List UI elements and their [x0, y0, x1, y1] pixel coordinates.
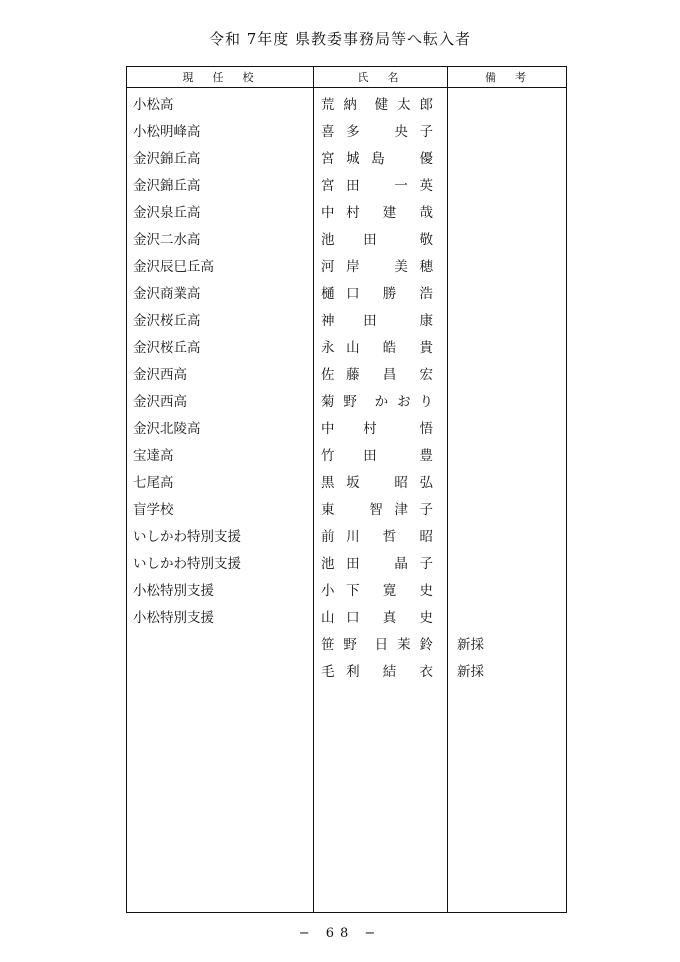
name-char: 史 — [419, 610, 433, 626]
name-char: 日 — [374, 637, 389, 653]
name-char: 浩 — [419, 286, 433, 302]
name-cell — [321, 417, 433, 437]
name-char: 智 — [369, 502, 383, 518]
name-cell — [321, 93, 433, 113]
name-cell — [321, 633, 433, 653]
school-cell: 金沢錦丘高 — [133, 151, 201, 167]
name-cell — [321, 228, 433, 248]
name-cell — [321, 525, 433, 545]
name-char: り — [419, 394, 433, 410]
name-char: 多 — [346, 124, 360, 140]
name-char: 寛 — [382, 583, 397, 599]
name-char: 田 — [363, 232, 377, 248]
school-cell: 金沢西高 — [133, 394, 187, 410]
table-row — [127, 575, 566, 602]
name-char: 毛 — [321, 664, 335, 680]
name-char: 弘 — [419, 475, 433, 491]
name-char: 子 — [419, 502, 433, 518]
name-char: 永 — [321, 340, 335, 356]
school-cell: 金沢桜丘高 — [133, 313, 201, 329]
school-cell: いしかわ特別支援 — [133, 556, 241, 572]
school-cell: 金沢北陵高 — [133, 421, 201, 437]
name-char: 山 — [321, 610, 335, 626]
name-char: 田 — [363, 448, 377, 464]
school-cell: 金沢商業高 — [133, 286, 201, 302]
name-char: 英 — [419, 178, 433, 194]
name-char: 中 — [321, 205, 335, 221]
remark-cell: 新採 — [457, 637, 484, 653]
name-char: 荒 — [321, 97, 335, 113]
name-char: 前 — [321, 529, 335, 545]
school-cell: 金沢泉丘高 — [133, 205, 201, 221]
name-char: 昭 — [419, 529, 433, 545]
name-cell — [321, 147, 433, 167]
header-remarks: 備 考 — [485, 71, 530, 84]
name-char: 神 — [321, 313, 335, 329]
name-char: 口 — [346, 610, 360, 626]
table-row — [127, 467, 566, 494]
name-char: 貴 — [419, 340, 433, 356]
name-cell — [321, 579, 433, 599]
name-char: 池 — [321, 232, 335, 248]
table-row — [127, 197, 566, 224]
name-char: 田 — [346, 178, 360, 194]
table-row — [127, 143, 566, 170]
name-char: 野 — [343, 394, 357, 410]
name-cell — [321, 498, 433, 518]
table-row — [127, 332, 566, 359]
name-char: 悟 — [419, 421, 433, 437]
header-name: 氏 名 — [357, 71, 403, 84]
name-char: 島 — [371, 151, 385, 167]
name-char: 昭 — [394, 475, 408, 491]
name-char: 宮 — [321, 151, 335, 167]
name-char: 皓 — [382, 340, 397, 356]
name-char: 坂 — [346, 475, 360, 491]
name-char: 子 — [419, 124, 433, 140]
name-char: 田 — [363, 313, 377, 329]
name-char: 一 — [394, 178, 408, 194]
school-cell: 小松特別支援 — [133, 610, 214, 626]
name-char: 昌 — [382, 367, 397, 383]
table-row — [127, 656, 566, 683]
name-char: 口 — [346, 286, 360, 302]
name-char: 樋 — [321, 286, 335, 302]
name-cell — [321, 363, 433, 383]
name-cell — [321, 309, 433, 329]
school-cell: 小松特別支援 — [133, 583, 214, 599]
table-row — [127, 602, 566, 629]
name-char: 宮 — [321, 178, 335, 194]
name-char: 健 — [374, 97, 389, 113]
name-char: 黒 — [321, 475, 335, 491]
table-row — [127, 440, 566, 467]
name-cell — [321, 174, 433, 194]
school-cell: 盲学校 — [133, 502, 174, 518]
name-char: 下 — [346, 583, 360, 599]
name-char: 宏 — [419, 367, 433, 383]
table-row — [127, 629, 566, 656]
name-char: 優 — [419, 151, 433, 167]
name-char: 哉 — [419, 205, 433, 221]
name-char: 鈴 — [419, 637, 433, 653]
name-char: 中 — [321, 421, 335, 437]
name-char: 川 — [346, 529, 360, 545]
name-char: 哲 — [382, 529, 397, 545]
name-char: 央 — [394, 124, 408, 140]
table-row — [127, 170, 566, 197]
name-char: 子 — [419, 556, 433, 572]
name-cell — [321, 471, 433, 491]
name-char: 藤 — [346, 367, 360, 383]
table-row — [127, 386, 566, 413]
table-row — [127, 548, 566, 575]
table-row — [127, 278, 566, 305]
name-cell — [321, 201, 433, 221]
name-char: 菊 — [321, 394, 335, 410]
school-cell: 金沢二水高 — [133, 232, 201, 248]
page-number: − 68 − — [298, 926, 382, 941]
school-cell: 金沢錦丘高 — [133, 178, 201, 194]
name-char: か — [374, 394, 389, 410]
name-char: 小 — [321, 583, 335, 599]
name-cell — [321, 120, 433, 140]
name-char: 村 — [363, 421, 377, 437]
name-char: 豊 — [419, 448, 433, 464]
name-cell — [321, 336, 433, 356]
table-row — [127, 521, 566, 548]
name-char: 池 — [321, 556, 335, 572]
name-char: 建 — [382, 205, 397, 221]
name-char: 結 — [382, 664, 397, 680]
name-char: 城 — [346, 151, 360, 167]
name-cell — [321, 444, 433, 464]
name-char: お — [397, 394, 411, 410]
name-cell — [321, 552, 433, 572]
name-char: 晶 — [394, 556, 408, 572]
name-char: 穂 — [419, 259, 433, 275]
name-char: 村 — [346, 205, 360, 221]
school-cell: 小松高 — [133, 97, 174, 113]
table-row — [127, 359, 566, 386]
school-cell: 金沢西高 — [133, 367, 187, 383]
name-char: 太 — [397, 97, 411, 113]
table-row — [127, 224, 566, 251]
name-char: 勝 — [382, 286, 397, 302]
school-cell: 小松明峰高 — [133, 124, 201, 140]
transfer-table — [126, 66, 567, 913]
name-char: 竹 — [321, 448, 335, 464]
name-char: 河 — [321, 259, 335, 275]
school-cell: 金沢辰巳丘高 — [133, 259, 214, 275]
table-row — [127, 251, 566, 278]
header-school: 現 任 校 — [182, 71, 258, 84]
name-char: 利 — [346, 664, 360, 680]
name-char: 美 — [394, 259, 408, 275]
name-cell — [321, 255, 433, 275]
table-row — [127, 89, 566, 116]
name-char: 東 — [321, 502, 335, 518]
page-title: 令和 7年度 県教委事務局等へ転入者 — [208, 30, 472, 48]
name-char: 野 — [343, 637, 357, 653]
name-char: 真 — [382, 610, 397, 626]
table-row — [127, 413, 566, 440]
name-cell — [321, 606, 433, 626]
table-row — [127, 494, 566, 521]
name-char: 笹 — [321, 637, 335, 653]
name-char: 納 — [343, 97, 357, 113]
name-char: 敬 — [419, 232, 433, 248]
name-char: 津 — [394, 502, 408, 518]
name-char: 康 — [419, 313, 433, 329]
remark-cell: 新採 — [457, 664, 484, 680]
name-char: 史 — [419, 583, 433, 599]
school-cell: いしかわ特別支援 — [133, 529, 241, 545]
table-row — [127, 116, 566, 143]
name-cell — [321, 660, 433, 680]
name-char: 郎 — [419, 97, 433, 113]
school-cell: 金沢桜丘高 — [133, 340, 201, 356]
name-char: 山 — [346, 340, 360, 356]
name-char: 茉 — [397, 637, 411, 653]
name-char: 佐 — [321, 367, 335, 383]
name-cell — [321, 282, 433, 302]
table-row — [127, 305, 566, 332]
school-cell: 宝達高 — [133, 448, 174, 464]
name-char: 岸 — [346, 259, 360, 275]
name-char: 喜 — [321, 124, 335, 140]
school-cell: 七尾高 — [133, 475, 174, 491]
name-char: 田 — [346, 556, 360, 572]
name-cell — [321, 390, 433, 410]
name-char: 衣 — [419, 664, 433, 680]
header-divider — [127, 87, 566, 88]
